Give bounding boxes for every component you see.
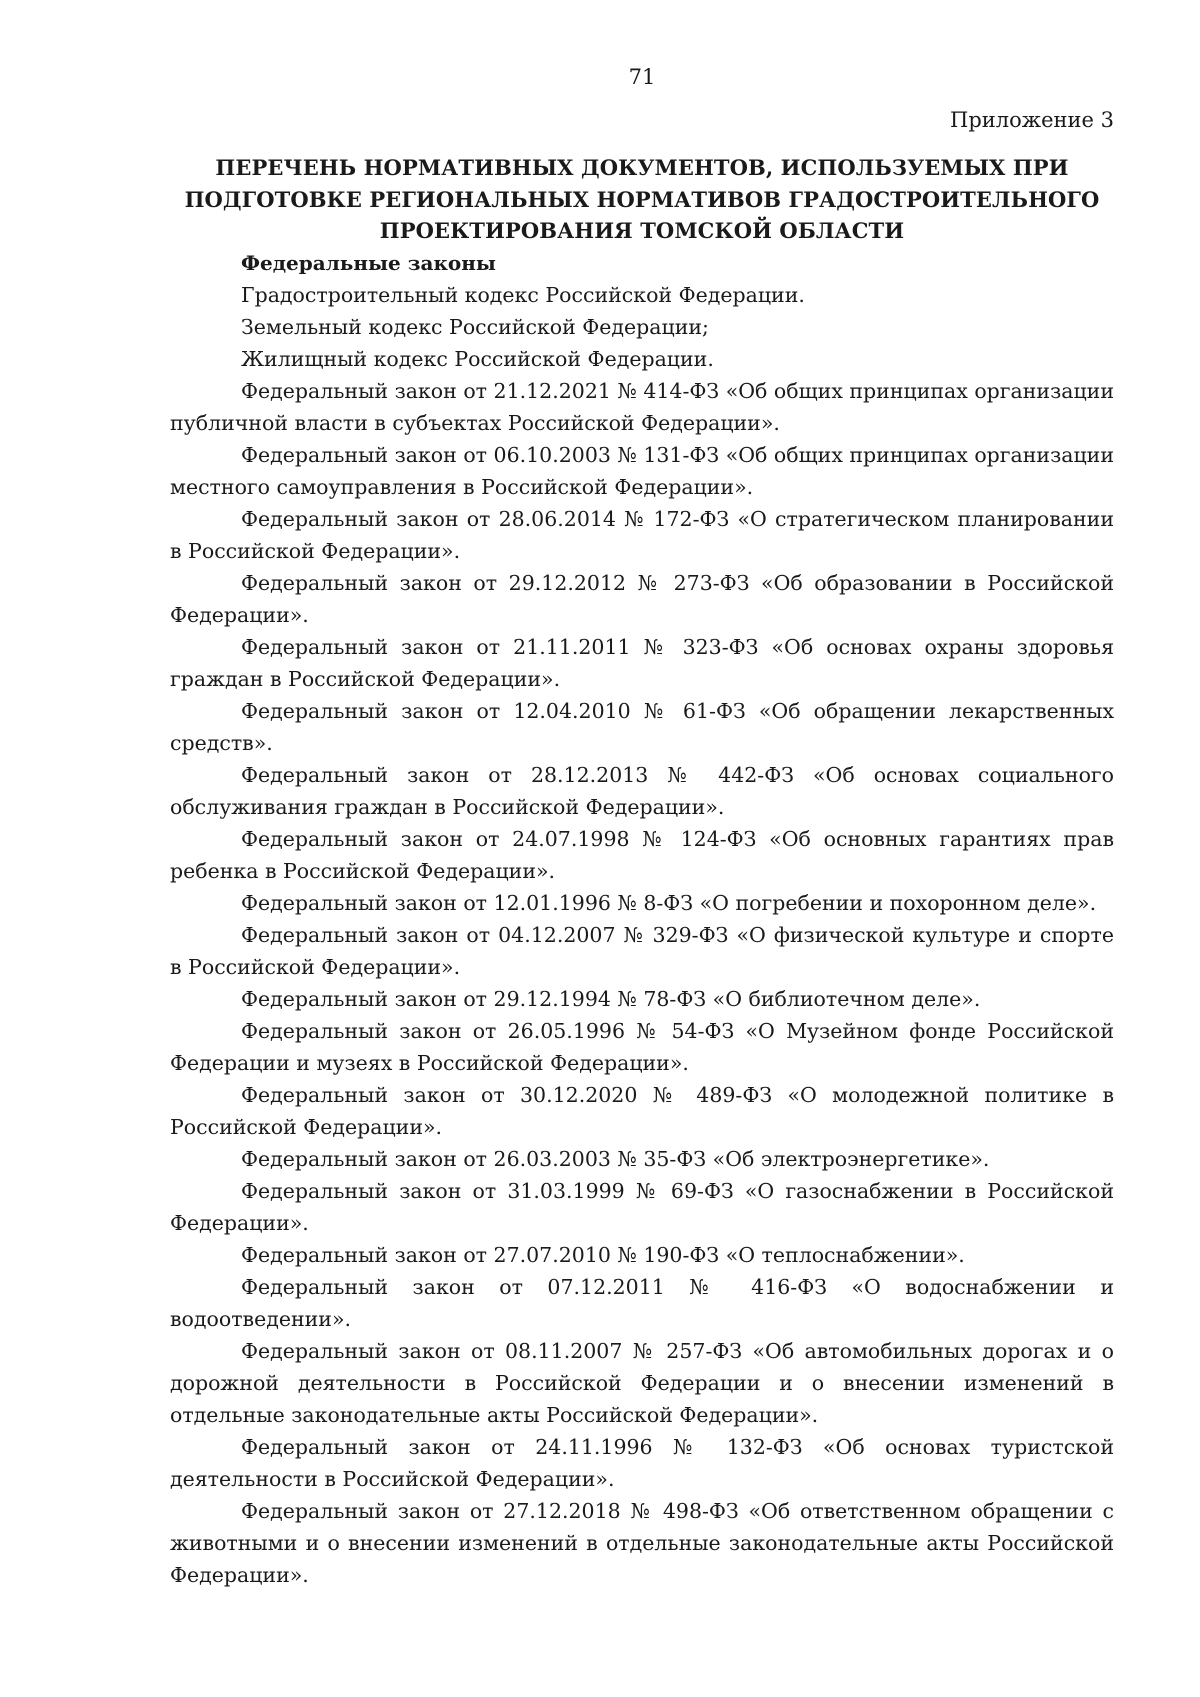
law-list-item: Федеральный закон от 28.06.2014 № 172-ФЗ «О стратегическом планировании в Российской Федерации». <box>170 506 1114 563</box>
law-list-item: Федеральный закон от 26.03.2003 № 35-ФЗ «Об электроэнергетике». <box>241 1146 990 1171</box>
law-list-item: Федеральный закон от 30.12.2020 № 489-ФЗ «О молодежной политике в Российской Федерации». <box>170 1082 1114 1139</box>
section-heading: Федеральные законы <box>241 250 496 275</box>
law-list-item: Федеральный закон от 06.10.2003 № 131-ФЗ «Об общих принципах организации местного самоуправления в Российской Федерации». <box>170 442 1114 499</box>
law-list-item: Федеральный закон от 28.12.2013 № 442-ФЗ «Об основах социального обслуживания граждан в Российской Федерации». <box>170 762 1114 819</box>
appendix-label: Приложение 3 <box>950 108 1114 132</box>
document-page <box>170 62 1114 1591</box>
law-list-item: Градостроительный кодекс Российской Федерации. <box>241 282 805 307</box>
law-list-item: Федеральный закон от 07.12.2011 № 416-ФЗ «О водоснабжении и водоотведении». <box>170 1274 1114 1331</box>
law-list-item: Федеральный закон от 12.04.2010 № 61-ФЗ «Об обращении лекарственных средств». <box>170 698 1114 755</box>
law-list-item: Федеральный закон от 12.01.1996 № 8-ФЗ «О погребении и похоронном деле». <box>241 890 1097 915</box>
law-list-item: Жилищный кодекс Российской Федерации. <box>241 346 714 371</box>
law-list-item: Федеральный закон от 31.03.1999 № 69-ФЗ «О газоснабжении в Российской Федерации». <box>170 1178 1114 1235</box>
law-list-item: Федеральный закон от 24.11.1996 № 132-ФЗ «Об основах туристской деятельности в Российской Федерации». <box>170 1434 1114 1491</box>
law-list <box>170 279 1114 1591</box>
law-list-item: Федеральный закон от 27.12.2018 № 498-ФЗ «Об ответственном обращении с животными и о внесении изменений в отдельные законодательные акты Российской Федерации». <box>170 1498 1114 1587</box>
law-list-item: Федеральный закон от 29.12.2012 № 273-ФЗ «Об образовании в Российской Федерации». <box>170 570 1114 627</box>
law-list-item: Федеральный закон от 04.12.2007 № 329-ФЗ «О физической культуре и спорте в Российской Федерации». <box>170 922 1114 979</box>
page-number: 71 <box>628 65 656 89</box>
law-list-item: Федеральный закон от 26.05.1996 № 54-ФЗ «О Музейном фонде Российской Федерации и музеях в Российской Федерации». <box>170 1018 1114 1075</box>
law-list-item: Федеральный закон от 29.12.1994 № 78-ФЗ «О библиотечном деле». <box>241 986 981 1011</box>
law-list-item: Федеральный закон от 21.11.2011 № 323-ФЗ «Об основах охраны здоровья граждан в Российской Федерации». <box>170 634 1114 691</box>
document-title: ПЕРЕЧЕНЬ НОРМАТИВНЫХ ДОКУМЕНТОВ, ИСПОЛЬЗУЕМЫХ ПРИ ПОДГОТОВКЕ РЕГИОНАЛЬНЫХ НОРМАТИВОВ ГРАДОСТРОИТЕЛЬНОГО ПРОЕКТИРОВАНИЯ ТОМСКОЙ ОБЛАСТИ <box>184 155 1100 243</box>
law-list-item: Федеральный закон от 08.11.2007 № 257-ФЗ «Об автомобильных дорогах и о дорожной деятельности в Российской Федерации и о внесении изменений в отдельные законодательные акты Российской Федерации». <box>170 1338 1114 1427</box>
law-list-item: Федеральный закон от 24.07.1998 № 124-ФЗ «Об основных гарантиях прав ребенка в Российской Федерации». <box>170 826 1114 883</box>
law-list-item: Федеральный закон от 27.07.2010 № 190-ФЗ «О теплоснабжении». <box>241 1242 965 1267</box>
law-list-item: Земельный кодекс Российской Федерации; <box>241 314 709 339</box>
law-list-item: Федеральный закон от 21.12.2021 № 414-ФЗ «Об общих принципах организации публичной власти в субъектах Российской Федерации». <box>170 378 1114 435</box>
